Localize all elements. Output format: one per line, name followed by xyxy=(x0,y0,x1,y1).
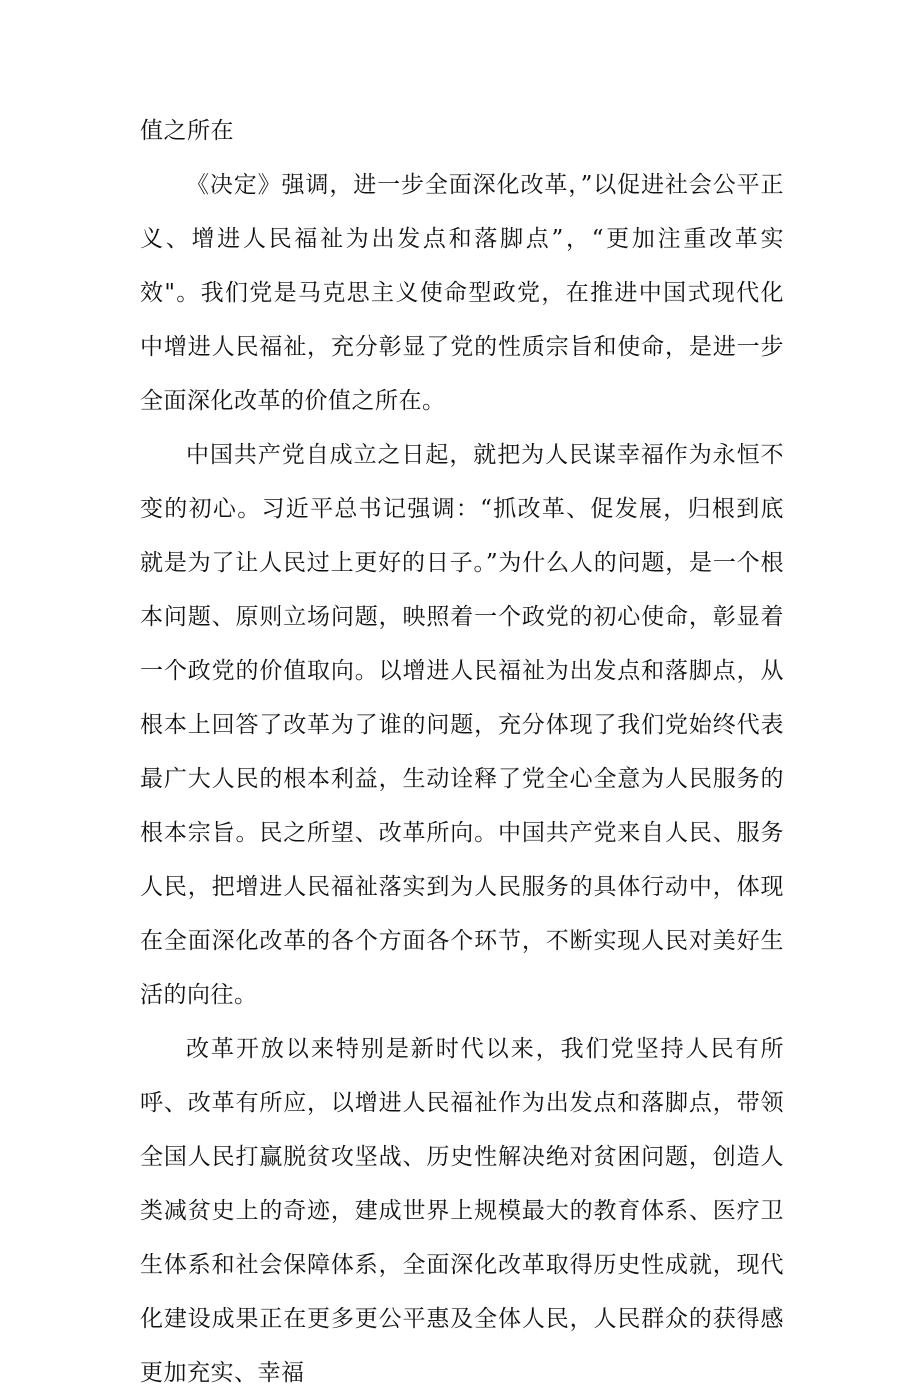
paragraph-original-aspiration: 中国共产党自成立之日起，就把为人民谋幸福作为永恒不变的初心。习近平总书记强调：“抓改革、促发展，归根到底就是为了让人民过上更好的日子。”为什么人的问题，是一个根本问题、原则立场问题，映照着一个政党的初心使命，彰显着一个政党的价值取向。以增进人民福祉为出发点和落脚点，从根本上回答了改革为了谁的问题，充分体现了我们党始终代表最广大人民的根本利益，生动诠释了党全心全意为人民服务的根本宗旨。民之所望、改革所向。中国共产党来自人民、服务人民，把增进人民福祉落实到为人民服务的具体行动中，体现在全面深化改革的各个方面各个环节，不断实现人民对美好生活的向往。 xyxy=(140,442,784,1008)
paragraph-continuation: 值之所在 xyxy=(140,118,234,144)
document-body xyxy=(140,104,784,1400)
paragraph-reform-achievements: 改革开放以来特别是新时代以来，我们党坚持人民有所呼、改革有所应，以增进人民福祉作为出发点和落脚点，带领全国人民打赢脱贫攻坚战、历史性解决绝对贫困问题，创造人类减贫史上的奇迹，建成世界上规模最大的教育体系、医疗卫生体系和社会保障体系，全面深化改革取得历史性成就，现代化建设成果正在更多更公平惠及全体人民，人民群众的获得感更加充实、幸福 xyxy=(140,1036,784,1386)
paragraph-decision: 《决定》强调，进一步全面深化改革，”以促进社会公平正义、增进人民福祉为出发点和落脚点”，“更加注重改革实效"。我们党是马克思主义使命型政党，在推进中国式现代化中增进人民福祉，充分彰显了党的性质宗旨和使命，是进一步全面深化改革的价值之所在。 xyxy=(140,172,784,414)
